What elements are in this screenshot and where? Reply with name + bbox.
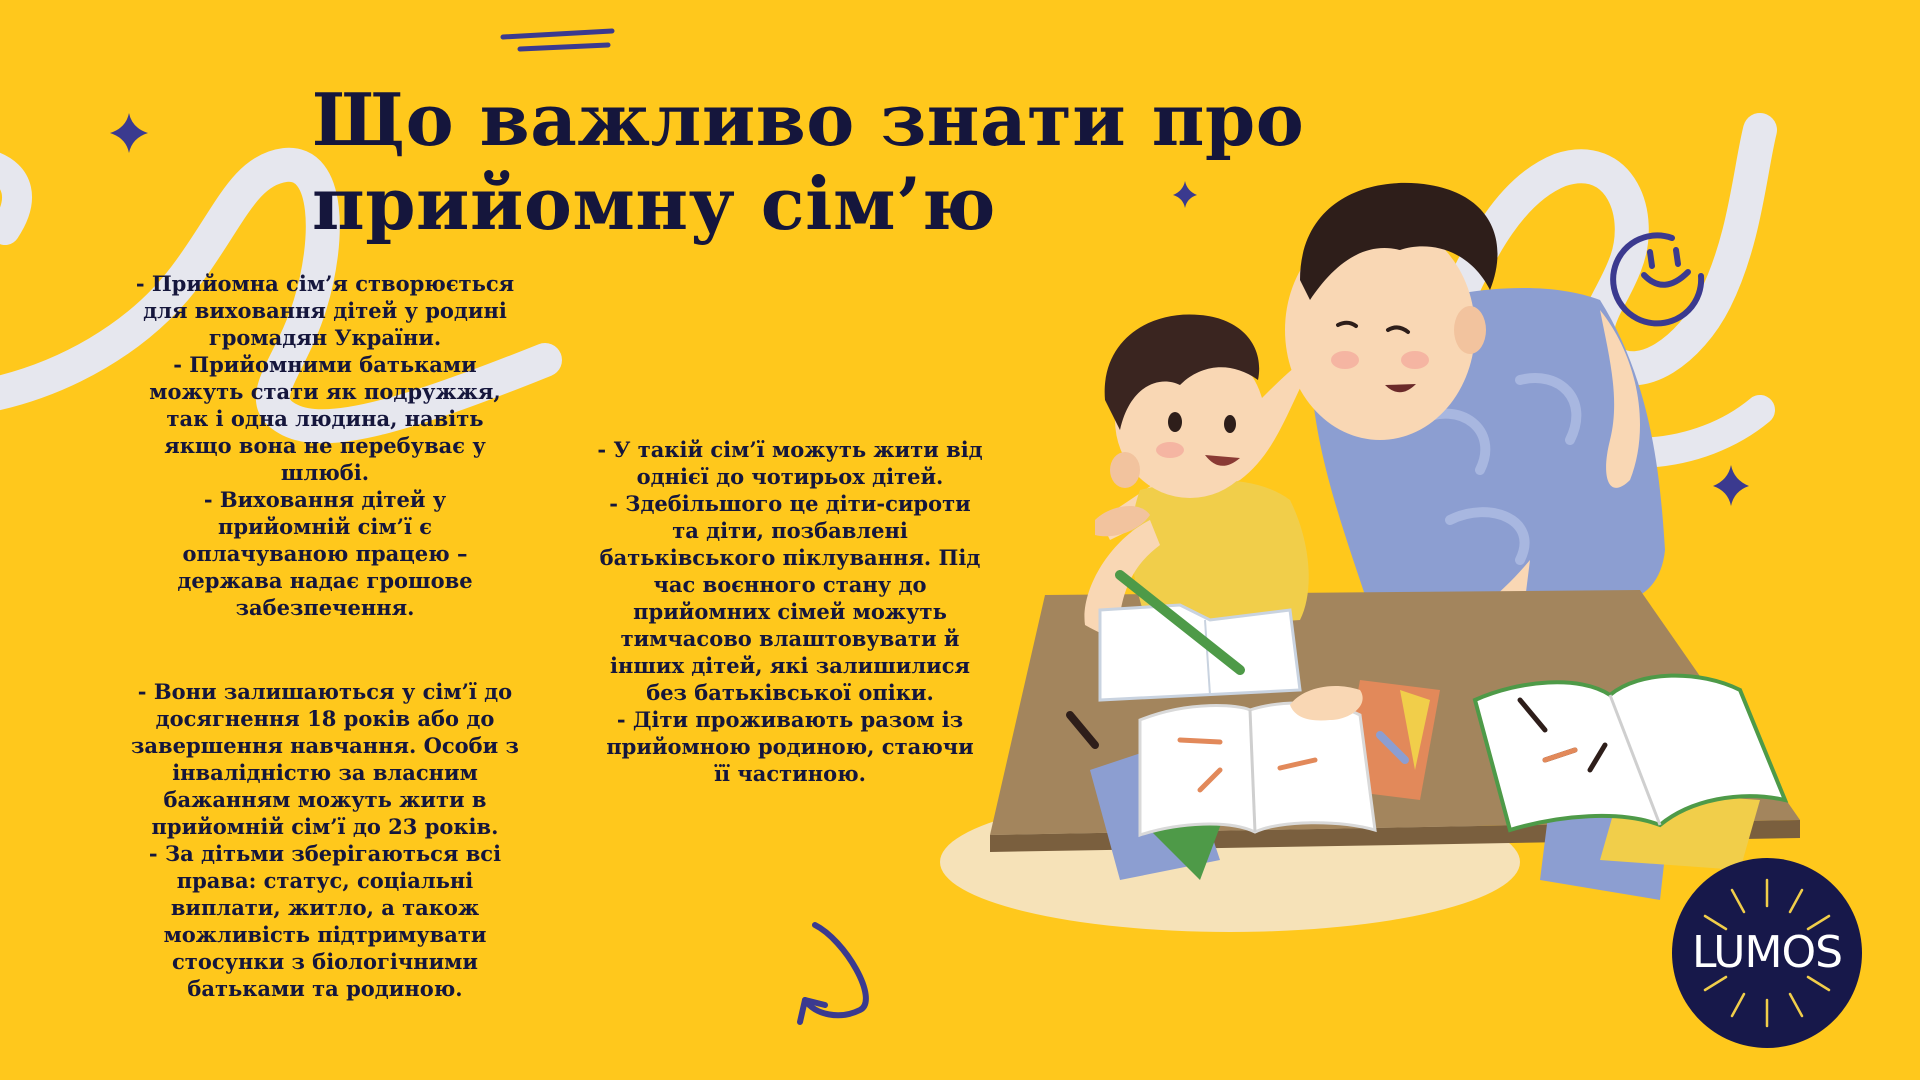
middle-column <box>570 436 1010 787</box>
left-column-bottom-text: - Вони залишаються у сім’ї до досягнення 18 років або до завершення навчання. Особи з інвалідністю за власним бажанням можуть жити в прийомній сім’ї до 23 років. - За дітьми зберігаються всі права: статус, соціальні виплати, житло, а також можливість підтримувати стосунки з біологічними батьками та родиною. <box>131 679 519 1001</box>
left-column-bottom <box>105 678 545 1002</box>
page-title <box>312 78 1312 246</box>
lumos-logo <box>1672 858 1862 1048</box>
page-title-line-2: прийомну сім’ю <box>312 161 996 246</box>
left-column-top <box>105 270 545 621</box>
child-ear <box>1110 452 1140 488</box>
logo-text: LUMOS <box>1691 927 1843 978</box>
middle-column-text: - У такій сім’ї можуть жити від однієї до чотирьох дітей. - Здебільшого це діти-сироти та діти, позбавлені батьківського піклування. Під час воєнного стану до прийомних сімей можуть тимчасово влаштовувати й інших дітей, які залишилися без батьківської опіки. - Діти проживають разом із прийомною родиною, стаючи її частиною. <box>597 437 983 786</box>
man-ear <box>1454 306 1486 354</box>
left-column-top-text: - Прийомна сім’я створюється для виховання дітей у родині громадян України. - Прийомними батьками можуть стати як подружжя, так і одна людина, навіть якщо вона не перебуває у шлюбі. - Виховання дітей у прийомній сім’ї є оплачуваною працею – держава надає грошове забезпечення. <box>135 271 515 620</box>
middle-book <box>1140 703 1375 835</box>
page-title-line-1: Що важливо знати про <box>312 77 1305 162</box>
child-notebook <box>1100 605 1300 700</box>
